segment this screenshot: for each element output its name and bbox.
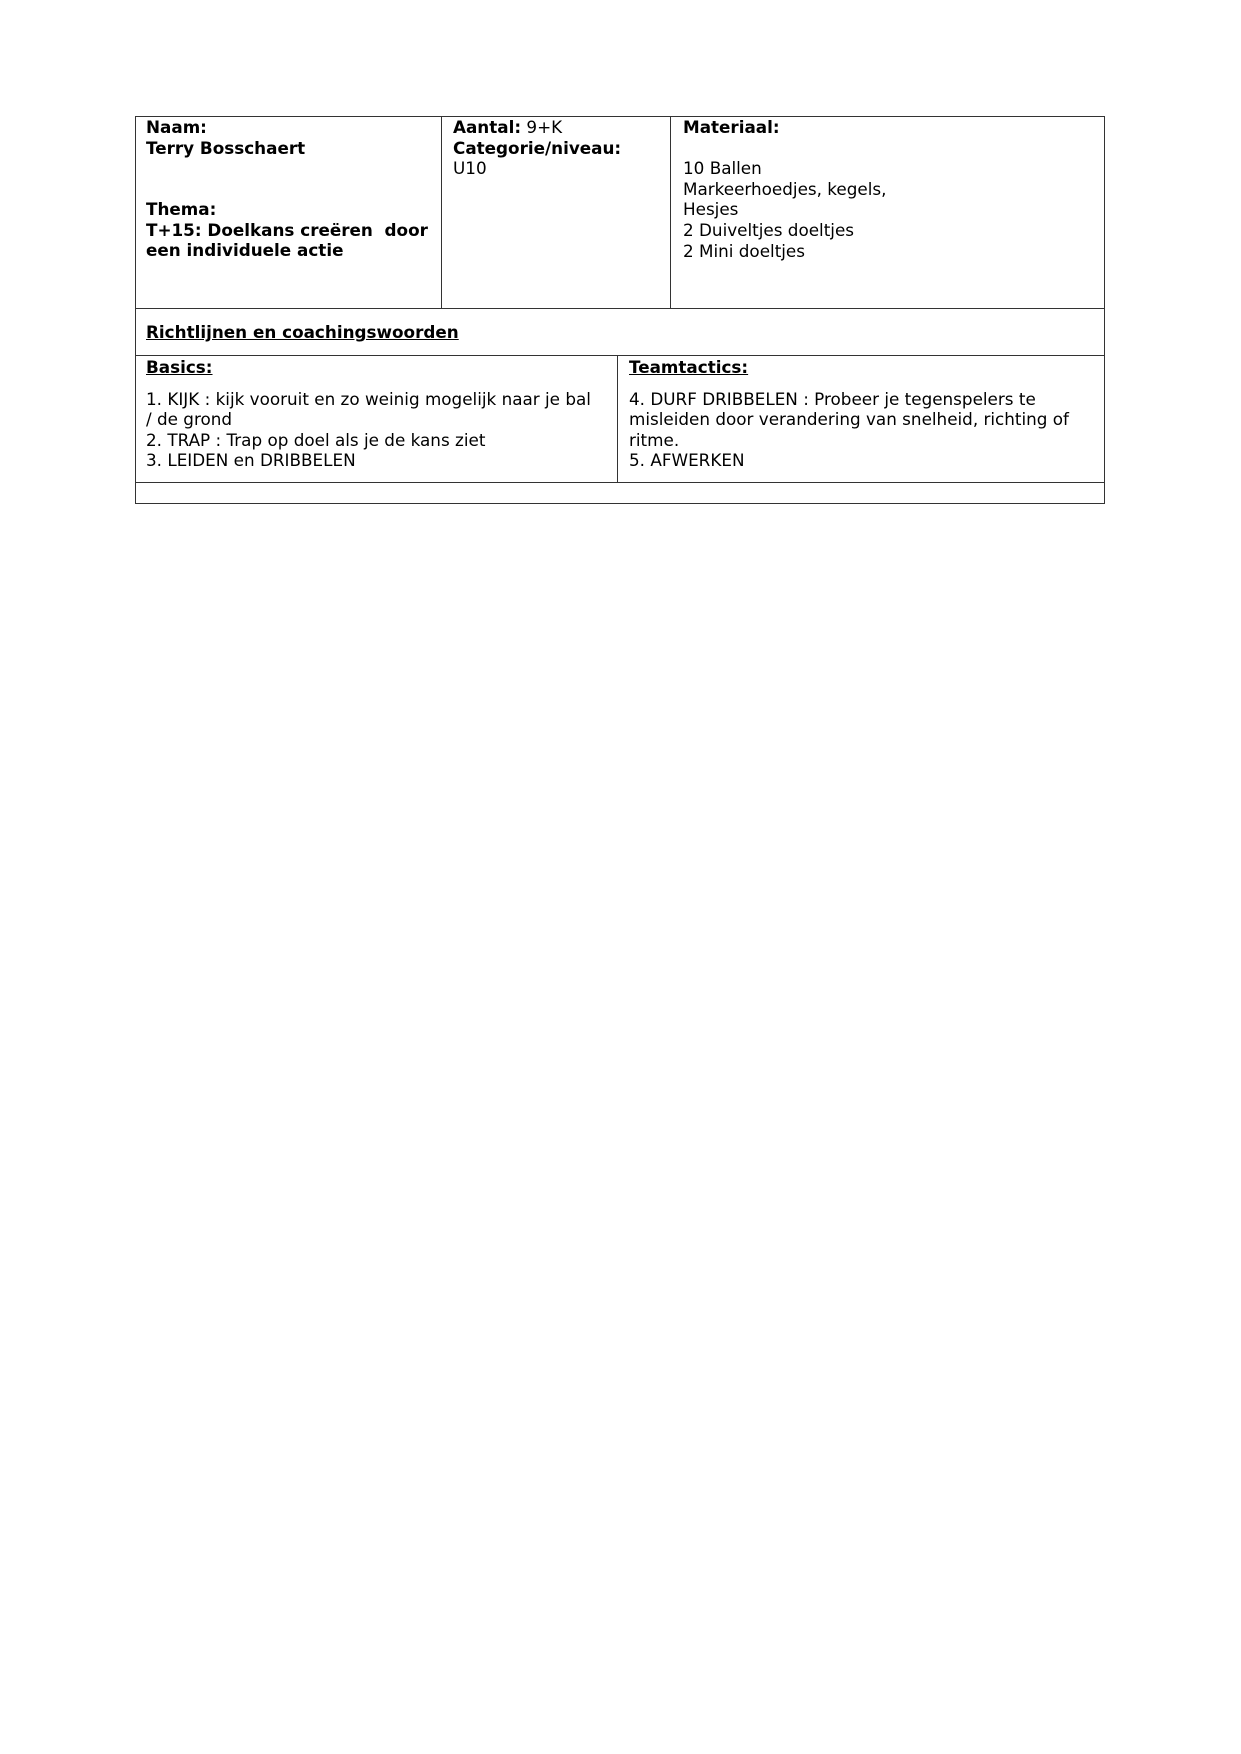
- teamtactics-item: 4. DURF DRIBBELEN : Probeer je tegenspelers te misleiden door verandering van snelheid, richting of ritme.: [629, 388, 1075, 450]
- categorie-value: U10: [453, 158, 487, 179]
- thema-value: T+15: Doelkans creëren door een individuele actie: [146, 219, 434, 261]
- teamtactics-cell: [629, 357, 1094, 471]
- categorie-label: Categorie/niveau:: [453, 137, 622, 158]
- materiaal-label: Materiaal:: [683, 117, 780, 137]
- basics-item: 1. KIJK : kijk vooruit en zo weinig mogelijk naar je bal / de grond: [146, 388, 597, 430]
- richtlijnen-title: Richtlijnen en coachingswoorden: [146, 322, 459, 342]
- naam-label: Naam:: [146, 117, 207, 137]
- col-divider-basics-teamtactics: [617, 355, 618, 483]
- materiaal-item: Hesjes: [683, 199, 739, 220]
- materiaal-item: 2 Duiveltjes doeltjes: [683, 219, 855, 240]
- basics-item: 3. LEIDEN en DRIBBELEN: [146, 450, 356, 471]
- materiaal-item: Markeerhoedjes, kegels,: [683, 178, 887, 199]
- materiaal-cell: [683, 117, 1093, 261]
- col-divider-aantal-materiaal: [670, 116, 671, 309]
- basics-title: Basics:: [146, 357, 213, 377]
- basics-item: 2. TRAP : Trap op doel als je de kans ziet: [146, 429, 486, 450]
- row-divider-header: [135, 308, 1105, 309]
- materiaal-spacer: [683, 138, 1093, 159]
- aantal-value: 9+K: [526, 117, 563, 137]
- materiaal-item: 10 Ballen: [683, 158, 762, 179]
- row-divider-coaching: [135, 482, 1105, 483]
- teamtactics-item: 5. AFWERKEN: [629, 450, 745, 471]
- richtlijnen-cell: [146, 322, 1086, 343]
- teamtactics-title: Teamtactics:: [629, 357, 749, 377]
- naam-cell: [146, 117, 438, 158]
- aantal-label: Aantal:: [453, 117, 522, 137]
- thema-label: Thema:: [146, 199, 217, 219]
- materiaal-item: 2 Mini doeltjes: [683, 240, 806, 261]
- row-divider-richtlijnen: [135, 355, 1105, 356]
- thema-cell: [146, 199, 438, 261]
- aantal-cell: [453, 117, 665, 179]
- basics-cell: [146, 357, 596, 471]
- col-divider-naam-aantal: [441, 116, 442, 309]
- empty-row: [136, 484, 1104, 503]
- naam-value: Terry Bosschaert: [146, 137, 306, 158]
- aantal-line: [453, 117, 665, 138]
